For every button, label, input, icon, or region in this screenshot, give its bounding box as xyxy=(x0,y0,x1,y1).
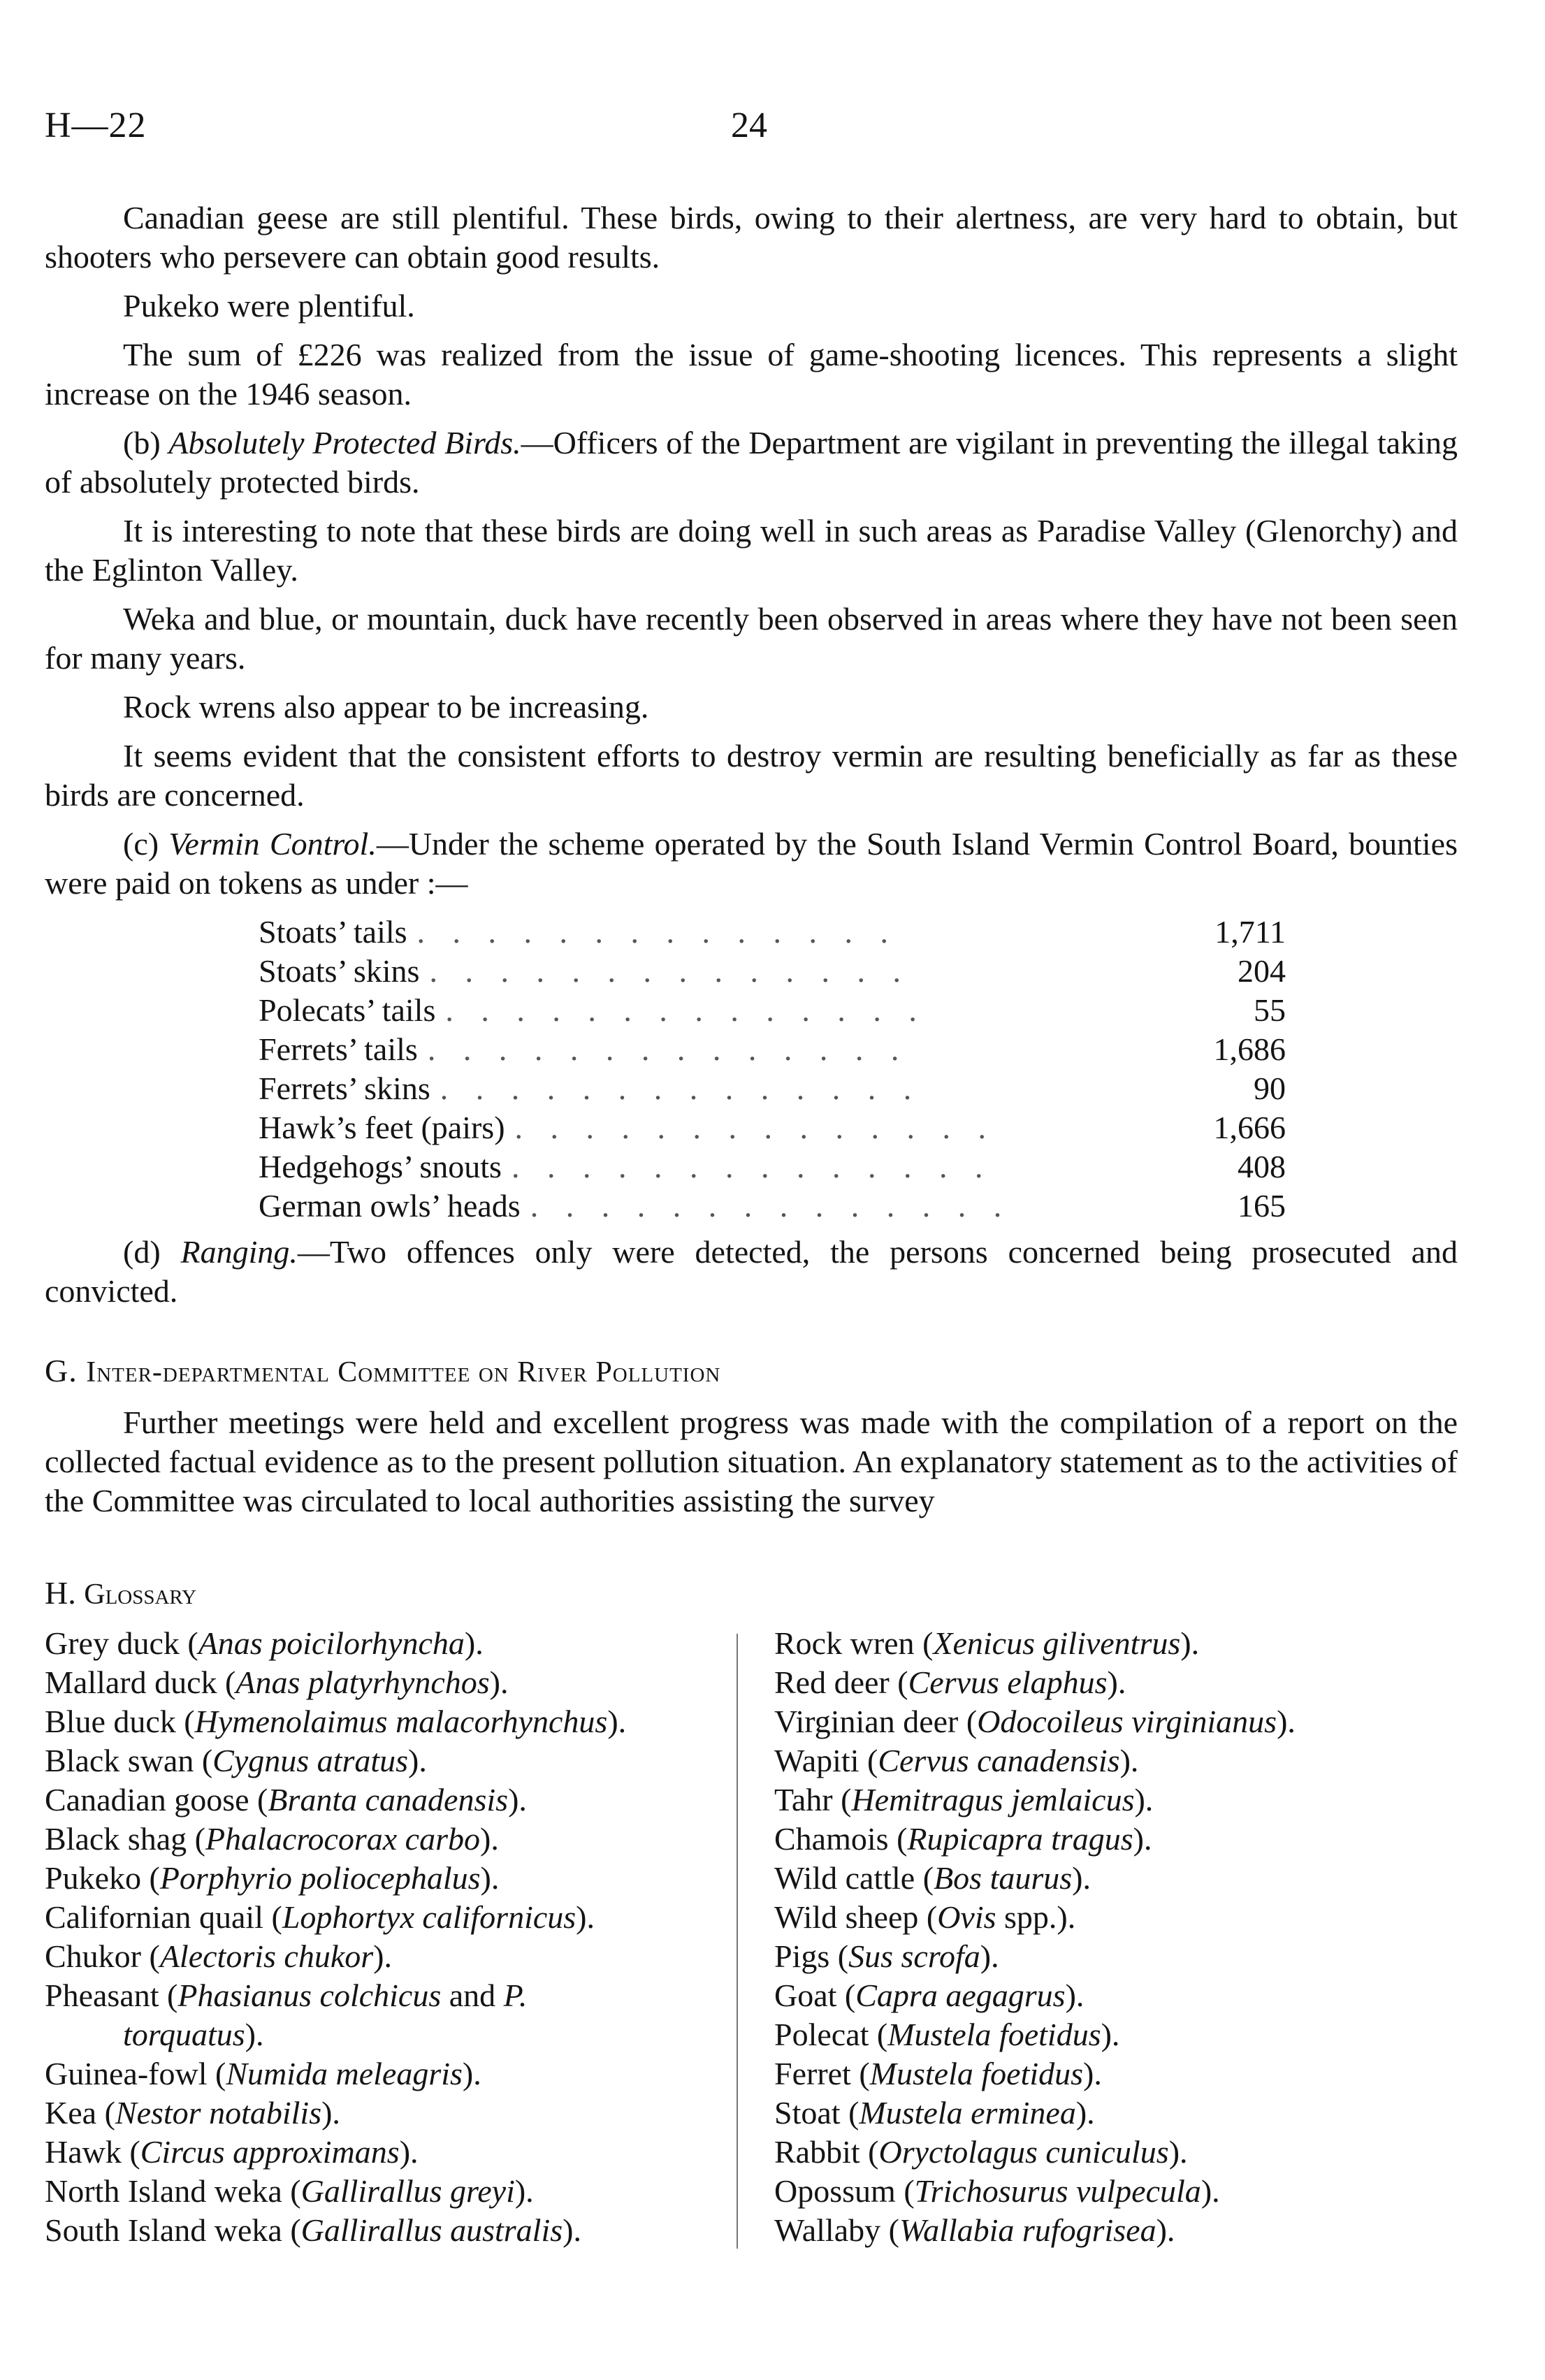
glossary-entry: Wallaby (Wallabia rufogrisea). xyxy=(774,2212,1175,2248)
entry-tail: ). xyxy=(245,2017,264,2052)
glossary-entry: Black swan (Cygnus atratus). xyxy=(45,1743,427,1778)
leader-dots: . . . . . . . . . . . . . . xyxy=(530,1188,1012,1224)
paragraph-protected-birds xyxy=(45,423,1458,502)
token-count: 1,711 xyxy=(1214,914,1286,950)
entry-tail: spp.). xyxy=(996,1899,1076,1935)
token-label: Hawk’s feet (pairs) xyxy=(259,1110,505,1145)
scientific-name: Circus approximans xyxy=(140,2134,400,2170)
subheading-ranging: Ranging. xyxy=(180,1234,298,1270)
common-name: Pukeko xyxy=(45,1860,141,1896)
glossary-entry: Grey duck (Anas poicilorhyncha). xyxy=(45,1625,484,1661)
token-label: Stoats’ tails xyxy=(259,914,407,950)
paragraph-text: —Under the scheme operated by the South Island Vermin Control Board, bounties were paid on tokens as under :— xyxy=(45,826,1458,901)
leader-dots: . . . . . . . . . . . . . . xyxy=(511,1149,993,1184)
common-name: Hawk xyxy=(45,2134,122,2170)
paragraph-canadian-geese: Canadian geese are still plentiful. These birds, owing to their alertness, are very hard to obtain, but shooters who persevere can obtain good results. xyxy=(45,200,1458,275)
token-label: Ferrets’ tails xyxy=(259,1031,418,1067)
common-name: Pheasant xyxy=(45,1978,159,2013)
glossary-entry: Wild cattle (Bos taurus). xyxy=(774,1860,1091,1896)
entry-tail: ). xyxy=(321,2095,340,2131)
scientific-name: Porphyrio poliocephalus xyxy=(159,1860,481,1896)
entry-tail: ). xyxy=(480,1821,499,1857)
glossary-entry: Virginian deer (Odocoileus virginianus). xyxy=(774,1704,1296,1739)
common-name: Black swan xyxy=(45,1743,194,1778)
entry-tail: ). xyxy=(480,1860,500,1896)
common-name: Grey duck xyxy=(45,1625,180,1661)
token-label: Stoats’ skins xyxy=(259,953,420,989)
glossary-entry: Tahr (Hemitragus jemlaicus). xyxy=(774,1782,1154,1817)
entry-tail: ). xyxy=(508,1782,527,1817)
document-code: H—22 xyxy=(45,106,147,145)
entry-tail: ). xyxy=(1156,2212,1175,2248)
glossary-entry: Pukeko (Porphyrio poliocephalus). xyxy=(45,1860,500,1896)
token-count: 165 xyxy=(1238,1188,1286,1224)
token-count: 55 xyxy=(1254,992,1286,1028)
glossary-column-right xyxy=(774,1624,1459,2250)
table-row xyxy=(259,913,1286,952)
glossary-entry: Opossum (Trichosurus vulpecula). xyxy=(774,2173,1220,2209)
section-letter: G. xyxy=(45,1353,87,1388)
entry-tail: ). xyxy=(1168,2134,1188,2170)
scientific-name: Hemitragus jemlaicus xyxy=(851,1782,1135,1817)
token-label: German owls’ heads xyxy=(259,1188,521,1224)
leader-dots: . . . . . . . . . . . . . . xyxy=(427,1031,909,1067)
common-name: Stoat xyxy=(774,2095,841,2131)
glossary-entry: Kea (Nestor notabilis). xyxy=(45,2095,340,2131)
scientific-name: Ovis xyxy=(937,1899,996,1935)
scientific-name: Bos taurus xyxy=(934,1860,1073,1896)
glossary-entry: South Island weka (Gallirallus australis). xyxy=(45,2212,581,2248)
glossary-entry: Wild sheep (Ovis spp.). xyxy=(774,1899,1076,1935)
paragraph-vermin-efforts: It seems evident that the consistent efforts to destroy vermin are resulting beneficially as far as these birds are concerned. xyxy=(45,738,1458,813)
glossary-entry-continuation xyxy=(45,2015,730,2054)
paragraph-vermin-control xyxy=(45,825,1458,903)
entry-tail: ). xyxy=(464,1625,484,1661)
common-name: Kea xyxy=(45,2095,97,2131)
common-name: Ferret xyxy=(774,2056,851,2091)
paragraph-pukeko: Pukeko were plentiful. xyxy=(123,288,415,324)
scientific-name: Hymenolaimus malacorhynchus xyxy=(194,1704,608,1739)
glossary-column-left xyxy=(45,1624,730,2250)
entry-tail: ). xyxy=(399,2134,419,2170)
scientific-name: Odocoileus virginianus xyxy=(977,1704,1277,1739)
common-name: Opossum xyxy=(774,2173,896,2209)
token-label: Ferrets’ skins xyxy=(259,1071,430,1106)
token-count: 1,686 xyxy=(1213,1031,1286,1067)
item-label: (d) xyxy=(123,1234,181,1270)
table-row xyxy=(259,1108,1286,1147)
leader-dots: . . . . . . . . . . . . . . xyxy=(514,1110,996,1145)
common-name: Virginian deer xyxy=(774,1704,959,1739)
entry-tail: ). xyxy=(373,1938,392,1974)
table-row xyxy=(259,1147,1286,1187)
entry-tail: ). xyxy=(607,1704,627,1739)
paragraph-licences: The sum of £226 was realized from the issue of game-shooting licences. This represents a slight increase on the 1946 season. xyxy=(45,337,1458,412)
scientific-name: Cervus canadensis xyxy=(878,1743,1120,1778)
glossary-entry: Mallard duck (Anas platyrhynchos). xyxy=(45,1664,509,1700)
token-label: Hedgehogs’ snouts xyxy=(259,1149,502,1184)
token-count: 204 xyxy=(1238,953,1286,989)
glossary-entry: Chamois (Rupicapra tragus). xyxy=(774,1821,1152,1857)
entry-tail: ). xyxy=(1277,1704,1296,1739)
common-name: Rock wren xyxy=(774,1625,915,1661)
section-title: Inter-departmental Committee on River Pollution xyxy=(86,1356,721,1388)
token-count: 408 xyxy=(1238,1149,1286,1184)
entry-tail: ). xyxy=(1133,1821,1152,1857)
entry-tail: ). xyxy=(1072,1860,1091,1896)
entry-tail: ). xyxy=(576,1899,595,1935)
entry-tail: ). xyxy=(1119,1743,1139,1778)
scientific-name: Mustela foetidus xyxy=(869,2056,1084,2091)
token-count: 90 xyxy=(1254,1071,1286,1106)
scientific-name-abbrev: P. xyxy=(503,1978,528,2013)
common-name: Canadian goose xyxy=(45,1782,249,1817)
common-name: Blue duck xyxy=(45,1704,176,1739)
glossary-entry: Red deer (Cervus elaphus). xyxy=(774,1664,1126,1700)
common-name: Tahr xyxy=(774,1782,833,1817)
page-body xyxy=(45,198,1458,2274)
scientific-name: Xenicus giliventrus xyxy=(933,1625,1181,1661)
scientific-name: Cygnus atratus xyxy=(212,1743,409,1778)
glossary-entry: Pigs (Sus scrofa). xyxy=(774,1938,999,1974)
leader-dots: . . . . . . . . . . . . . . xyxy=(440,1071,922,1106)
entry-tail: ). xyxy=(1083,2056,1102,2091)
scientific-name: Capra aegagrus xyxy=(855,1978,1066,2013)
common-name: Chamois xyxy=(774,1821,889,1857)
paragraph-text: —Officers of the Department are vigilant in preventing the illegal taking of absolutely protected birds. xyxy=(45,425,1458,500)
vermin-bounty-table xyxy=(259,913,1286,1226)
scientific-name: Phalacrocorax carbo xyxy=(205,1821,480,1857)
scientific-name: Rupicapra tragus xyxy=(907,1821,1133,1857)
entry-tail: ). xyxy=(1107,1664,1126,1700)
entry-tail: ). xyxy=(980,1938,999,1974)
common-name: Californian quail xyxy=(45,1899,263,1935)
glossary-entry-pheasant: Pheasant (Phasianus colchicus and P. xyxy=(45,1978,528,2013)
glossary-entry: Californian quail (Lophortyx californicus). xyxy=(45,1899,595,1935)
scientific-name: Phasianus colchicus xyxy=(177,1978,442,2013)
glossary-entry: Canadian goose (Branta canadensis). xyxy=(45,1782,527,1817)
scientific-name: torquatus xyxy=(123,2017,245,2052)
paragraph-text: —Two offences only were detected, the persons concerned being prosecuted and convicted. xyxy=(45,1234,1458,1309)
subheading-vermin-control: Vermin Control. xyxy=(168,826,377,862)
common-name: Wild sheep xyxy=(774,1899,919,1935)
scientific-name: Wallabia rufogrisea xyxy=(899,2212,1156,2248)
table-row xyxy=(259,952,1286,991)
entry-tail: ). xyxy=(514,2173,534,2209)
common-name: Chukor xyxy=(45,1938,141,1974)
scientific-name: Numida meleagris xyxy=(226,2056,463,2091)
leader-dots: . . . . . . . . . . . . . . xyxy=(416,914,899,950)
glossary-entry: Chukor (Alectoris chukor). xyxy=(45,1938,392,1974)
column-divider xyxy=(737,1634,738,2249)
scientific-name: Sus scrofa xyxy=(848,1938,980,1974)
common-name: Pigs xyxy=(774,1938,830,1974)
table-row xyxy=(259,991,1286,1030)
glossary-entry: Wapiti (Cervus canadensis). xyxy=(774,1743,1139,1778)
common-name: Wild cattle xyxy=(774,1860,915,1896)
glossary-entry: Ferret (Mustela foetidus). xyxy=(774,2056,1102,2091)
entry-tail: ). xyxy=(563,2212,581,2248)
paragraph-river-pollution: Further meetings were held and excellent progress was made with the compilation of a report on the collected factual evidence as to the present pollution situation. An explanatory statement as to the activities of the Committee was circulated to local authorities assisting the survey xyxy=(45,1405,1458,1518)
glossary-entry: Blue duck (Hymenolaimus malacorhynchus). xyxy=(45,1704,627,1739)
common-name: North Island weka xyxy=(45,2173,282,2209)
scientific-name: Gallirallus greyi xyxy=(300,2173,515,2209)
section-title: Glossary xyxy=(84,1579,197,1611)
glossary-entry: Rabbit (Oryctolagus cuniculus). xyxy=(774,2134,1188,2170)
scientific-name: Cervus elaphus xyxy=(908,1664,1108,1700)
section-letter: H. xyxy=(45,1575,85,1611)
glossary-entry: Goat (Capra aegagrus). xyxy=(774,1978,1085,2013)
token-label: Polecats’ tails xyxy=(259,992,436,1028)
common-name: South Island weka xyxy=(45,2212,282,2248)
paragraph-paradise-valley: It is interesting to note that these birds are doing well in such areas as Paradise Valley (Glenorchy) and the Eglinton Valley. xyxy=(45,513,1458,588)
glossary-entry: Black shag (Phalacrocorax carbo). xyxy=(45,1821,499,1857)
scientific-name: Anas platyrhynchos xyxy=(235,1664,490,1700)
common-name: Wapiti xyxy=(774,1743,859,1778)
common-name: Goat xyxy=(774,1978,837,2013)
section-h-heading xyxy=(45,1574,1458,1614)
entry-tail: ). xyxy=(489,1664,509,1700)
paragraph-ranging xyxy=(45,1233,1458,1311)
subheading-protected-birds: Absolutely Protected Birds. xyxy=(168,425,521,460)
common-name: Red deer xyxy=(774,1664,890,1700)
common-name: Black shag xyxy=(45,1821,187,1857)
glossary-entry: Stoat (Mustela erminea). xyxy=(774,2095,1095,2131)
token-count: 1,666 xyxy=(1213,1110,1286,1145)
scientific-name: Alectoris chukor xyxy=(159,1938,374,1974)
entry-tail: ). xyxy=(1201,2173,1220,2209)
glossary-list xyxy=(45,1624,1458,2274)
leader-dots: . . . . . . . . . . . . . . xyxy=(445,992,927,1028)
common-name: Polecat xyxy=(774,2017,869,2052)
entry-tail: ). xyxy=(1101,2017,1120,2052)
entry-tail: ). xyxy=(1134,1782,1154,1817)
conjunction: and xyxy=(441,1978,504,2013)
entry-tail: ). xyxy=(462,2056,481,2091)
common-name: Guinea-fowl xyxy=(45,2056,208,2091)
scientific-name: Oryctolagus cuniculus xyxy=(878,2134,1169,2170)
entry-tail: ). xyxy=(408,1743,427,1778)
leader-dots: . . . . . . . . . . . . . . xyxy=(429,953,911,989)
glossary-entry: Guinea-fowl (Numida meleagris). xyxy=(45,2056,481,2091)
scientific-name: Lophortyx californicus xyxy=(282,1899,576,1935)
common-name: Rabbit xyxy=(774,2134,860,2170)
entry-tail: ). xyxy=(1065,1978,1085,2013)
paragraph-weka: Weka and blue, or mountain, duck have recently been observed in areas where they have not been seen for many years. xyxy=(45,601,1458,676)
page-number: 24 xyxy=(731,106,767,145)
glossary-entry: Polecat (Mustela foetidus). xyxy=(774,2017,1120,2052)
scientific-name: Branta canadensis xyxy=(268,1782,509,1817)
entry-tail: ). xyxy=(1180,1625,1200,1661)
common-name: Wallaby xyxy=(774,2212,881,2248)
scientific-name: Mustela foetidus xyxy=(887,2017,1101,2052)
section-g-heading xyxy=(45,1351,1458,1392)
scientific-name: Nestor notabilis xyxy=(115,2095,322,2131)
scientific-name: Trichosurus vulpecula xyxy=(914,2173,1201,2209)
glossary-entry: North Island weka (Gallirallus greyi). xyxy=(45,2173,534,2209)
table-row xyxy=(259,1030,1286,1069)
scientific-name: Anas poicilorhyncha xyxy=(198,1625,465,1661)
scientific-name: Mustela erminea xyxy=(859,2095,1076,2131)
paragraph-rock-wrens: Rock wrens also appear to be increasing. xyxy=(123,689,649,725)
item-label: (b) xyxy=(123,425,169,460)
entry-tail: ). xyxy=(1075,2095,1095,2131)
scientific-name: Gallirallus australis xyxy=(300,2212,563,2248)
glossary-entry: Hawk (Circus approximans). xyxy=(45,2134,419,2170)
table-row xyxy=(259,1069,1286,1108)
item-label: (c) xyxy=(123,826,169,862)
common-name: Mallard duck xyxy=(45,1664,217,1700)
table-row xyxy=(259,1187,1286,1226)
glossary-entry: Rock wren (Xenicus giliventrus). xyxy=(774,1625,1200,1661)
